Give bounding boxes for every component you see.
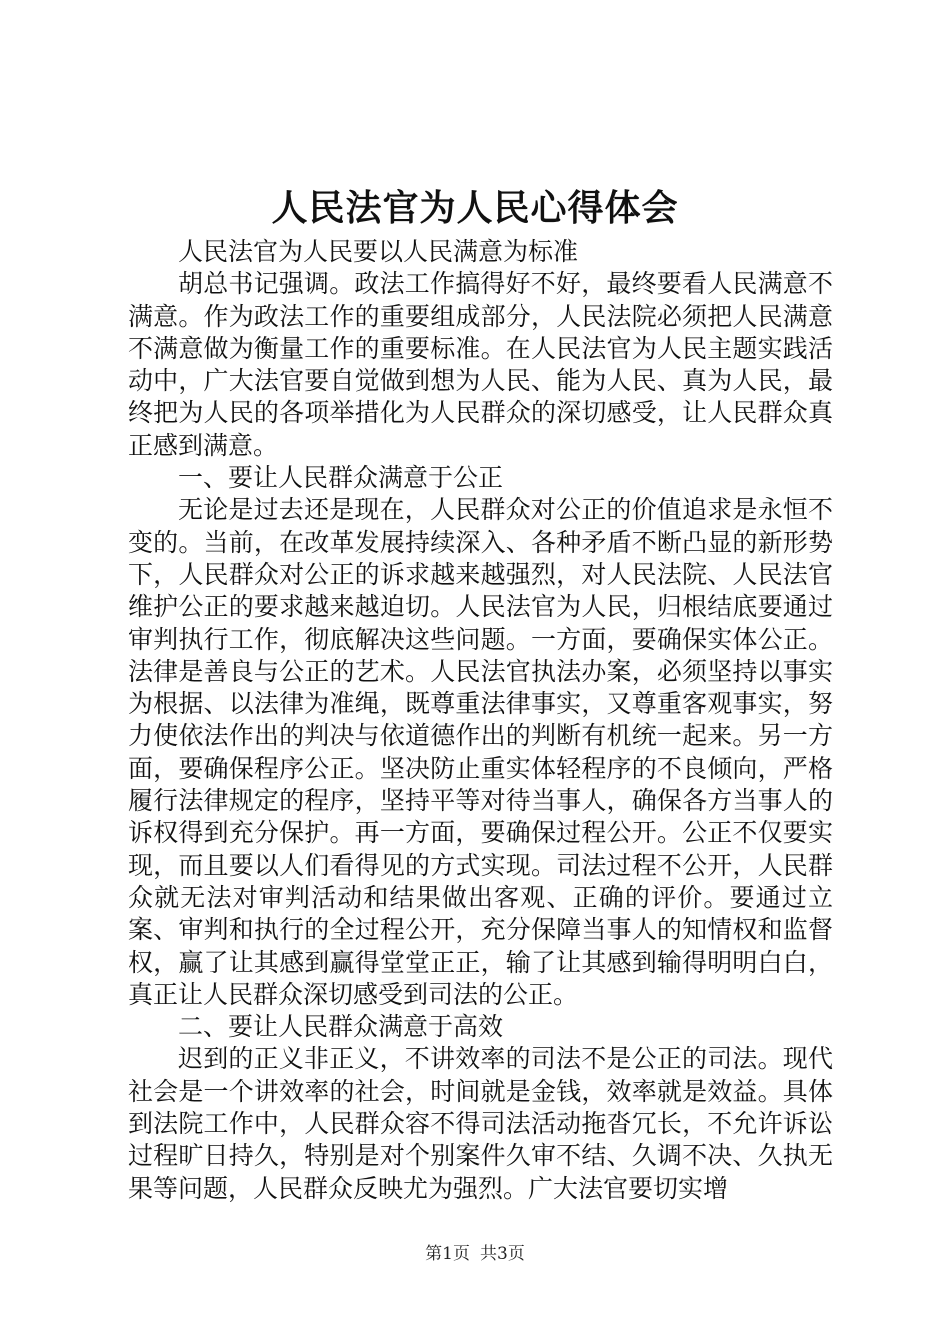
paragraph-subtitle: 人民法官为人民要以人民满意为标准	[178, 237, 579, 266]
page-footer	[0, 1242, 950, 1266]
document-body	[128, 236, 833, 1205]
paragraph-intro: 胡总书记强调。政法工作搞得好不好，最终要看人民满意不满意。作为政法工作的重要组成部分，人民法院必须把人民满意不满意做为衡量工作的重要标准。在人民法官为人民主题实践活动中，广大法官要自觉做到想为人民、能为人民、真为人民，最终把为人民的各项举措化为人民群众的深切感受，让人民群众真正感到满意。	[128, 269, 833, 460]
section-heading-fairness: 一、要让人民群众满意于公正	[178, 463, 504, 493]
page-total: 共3页	[480, 1244, 525, 1264]
paragraph-efficiency: 迟到的正义非正义，不讲效率的司法不是公正的司法。现代社会是一个讲效率的社会，时间就是金钱，效率就是效益。具体到法院工作中，人民群众容不得司法活动拖沓冗长，不允许诉讼过程旷日持久，特别是对个别案件久审不结、久调不决、久执无果等问题，人民群众反映尤为强烈。广大法官要切实增	[128, 1044, 833, 1203]
paragraph-fairness: 无论是过去还是现在，人民群众对公正的价值追求是永恒不变的。当前，在改革发展持续深入、各种矛盾不断凸显的新形势下，人民群众对公正的诉求越来越强烈，对人民法院、人民法官维护公正的要求越来越迫切。人民法官为人民，归根结底要通过审判执行工作，彻底解决这些问题。一方面，要确保实体公正。法律是善良与公正的艺术。人民法官执法办案，必须坚持以事实为根据、以法律为准绳，既尊重法律事实，又尊重客观事实，努力使依法作出的判决与依道德作出的判断有机统一起来。另一方面，要确保程序公正。坚决防止重实体轻程序的不良倾向，严格履行法律规定的程序，坚持平等对待当事人，确保各方当事人的诉权得到充分保护。再一方面，要确保过程公开。公正不仅要实现，而且要以人们看得见的方式实现。司法过程不公开，人民群众就无法对审判活动和结果做出客观、正确的评价。要通过立案、审判和执行的全过程公开，充分保障当事人的知情权和监督权，赢了让其感到赢得堂堂正正，输了让其感到输得明明白白，真正让人民群众深切感受到司法的公正。	[128, 495, 833, 1009]
page-number: 第1页	[425, 1244, 470, 1264]
section-heading-efficiency: 二、要让人民群众满意于高效	[178, 1012, 504, 1042]
document-title: 人民法官为人民心得体会	[271, 187, 679, 229]
